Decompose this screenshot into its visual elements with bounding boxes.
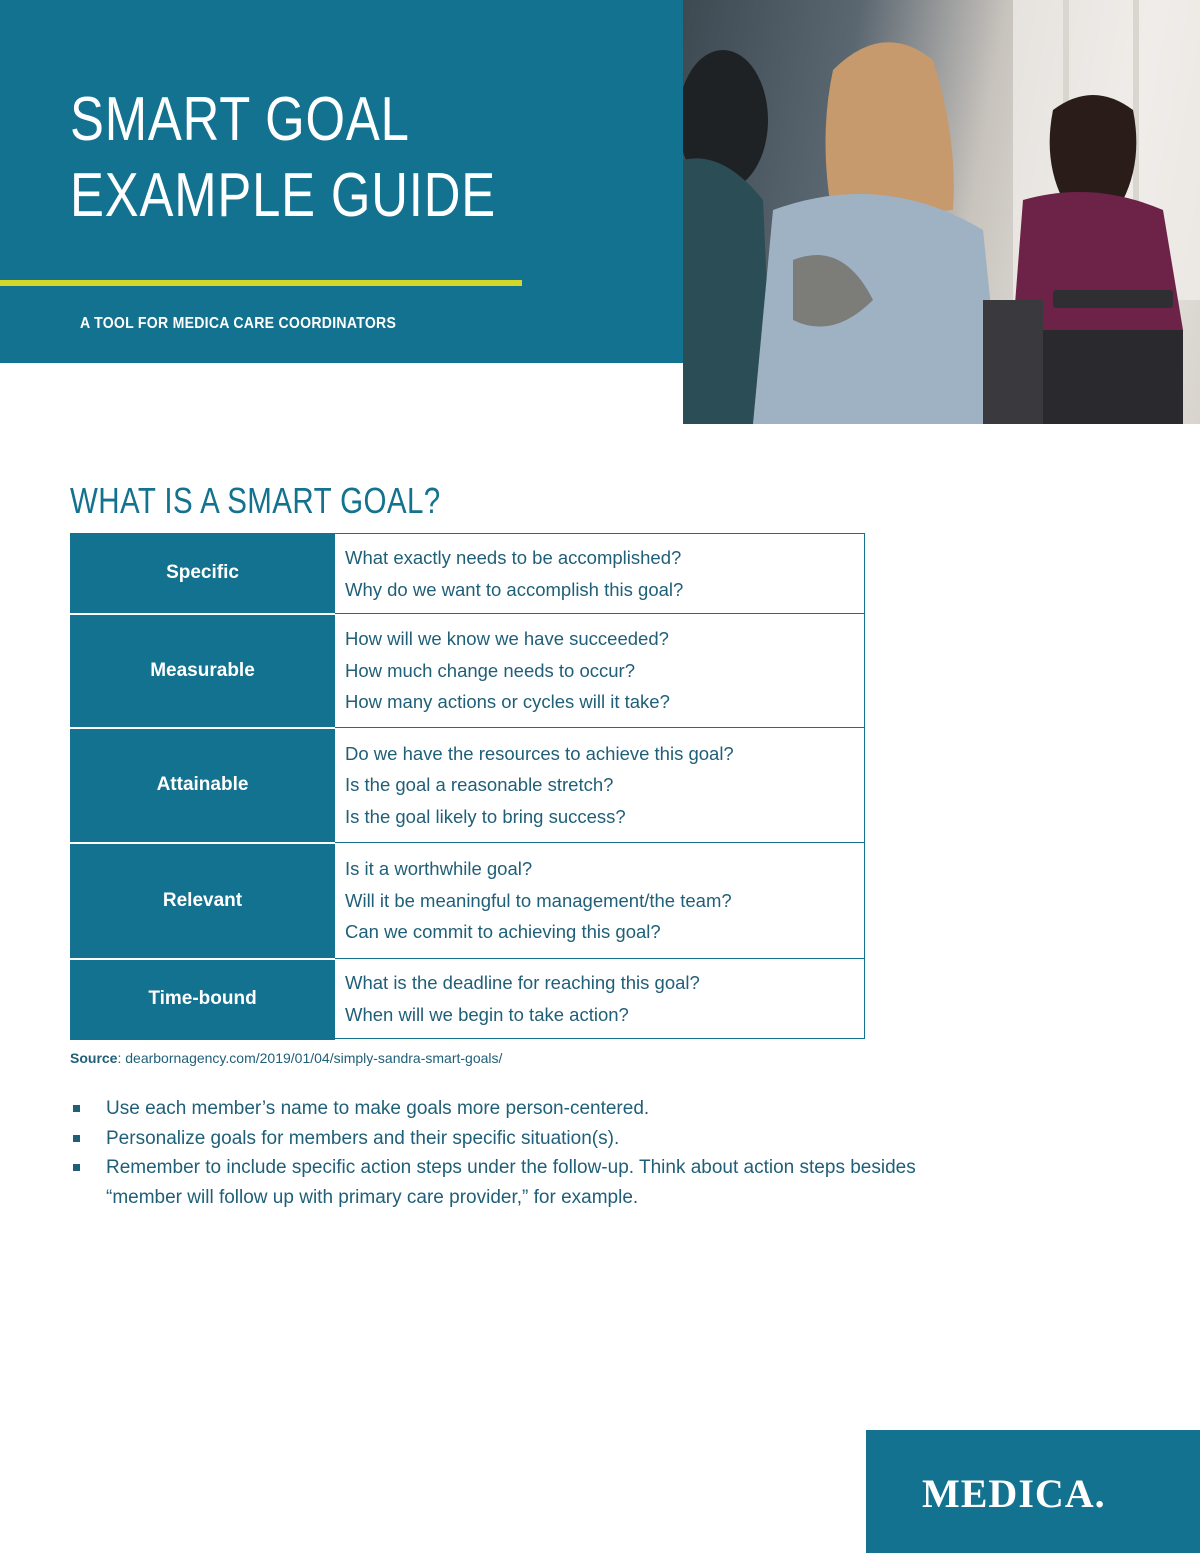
accent-rule — [0, 280, 522, 286]
question-line: Do we have the resources to achieve this goal? — [345, 742, 734, 764]
question-line: Is it a worthwhile goal? — [345, 858, 533, 880]
question-line: How will we know we have succeeded? — [345, 628, 669, 650]
title-line-1: SMART GOAL — [70, 85, 410, 154]
questions-cell — [335, 534, 865, 614]
question-line: Can we commit to achieving this goal? — [345, 921, 661, 943]
source-label: Source — [70, 1050, 118, 1066]
question-line: Is the goal likely to bring success? — [345, 805, 626, 827]
term-cell: Relevant — [71, 843, 335, 959]
source-url: : dearbornagency.com/2019/01/04/simply-sandra-smart-goals/ — [117, 1050, 503, 1066]
term-cell: Time-bound — [71, 959, 335, 1039]
table-row — [71, 534, 865, 614]
title-line-2: EXAMPLE GUIDE — [70, 161, 496, 230]
list-item: Use each member’s name to make goals more person-centered. — [70, 1094, 940, 1124]
table-row — [71, 614, 865, 728]
question-line: How much change needs to occur? — [345, 659, 636, 681]
hero-photo — [683, 0, 1200, 424]
table-row — [71, 959, 865, 1039]
question-line: How many actions or cycles will it take? — [345, 691, 670, 713]
table-row — [71, 728, 865, 843]
question-line: What exactly needs to be accomplished? — [345, 547, 682, 568]
tips-list — [70, 1094, 940, 1212]
question-line: Will it be meaningful to management/the team? — [345, 889, 732, 911]
question-line: Why do we want to accomplish this goal? — [345, 578, 684, 600]
questions-cell — [335, 614, 865, 728]
header-band — [0, 0, 747, 363]
page-subtitle: A TOOL FOR MEDICA CARE COORDINATORS — [80, 315, 397, 332]
term-cell: Measurable — [71, 614, 335, 728]
questions-cell — [335, 959, 865, 1039]
list-item: Remember to include specific action steps under the follow-up. Think about action steps besides “member will follow up with primary care provider,” for example. — [70, 1153, 940, 1212]
question-line: What is the deadline for reaching this goal? — [345, 972, 700, 993]
medica-logo-block — [866, 1430, 1200, 1553]
source-citation — [70, 1050, 502, 1066]
term-cell: Specific — [71, 534, 335, 614]
hero-photo-illustration — [683, 0, 1200, 424]
list-item: Personalize goals for members and their specific situation(s). — [70, 1124, 940, 1154]
questions-cell — [335, 728, 865, 843]
term-cell: Attainable — [71, 728, 335, 843]
question-line: When will we begin to take action? — [345, 1003, 629, 1025]
section-heading: WHAT IS A SMART GOAL? — [70, 480, 441, 521]
medica-logo: MEDICA. — [922, 1471, 1106, 1516]
page-title — [70, 82, 496, 234]
question-line: Is the goal a reasonable stretch? — [345, 774, 614, 796]
questions-cell — [335, 843, 865, 959]
smart-goal-table — [70, 533, 865, 1040]
table-row — [71, 843, 865, 959]
